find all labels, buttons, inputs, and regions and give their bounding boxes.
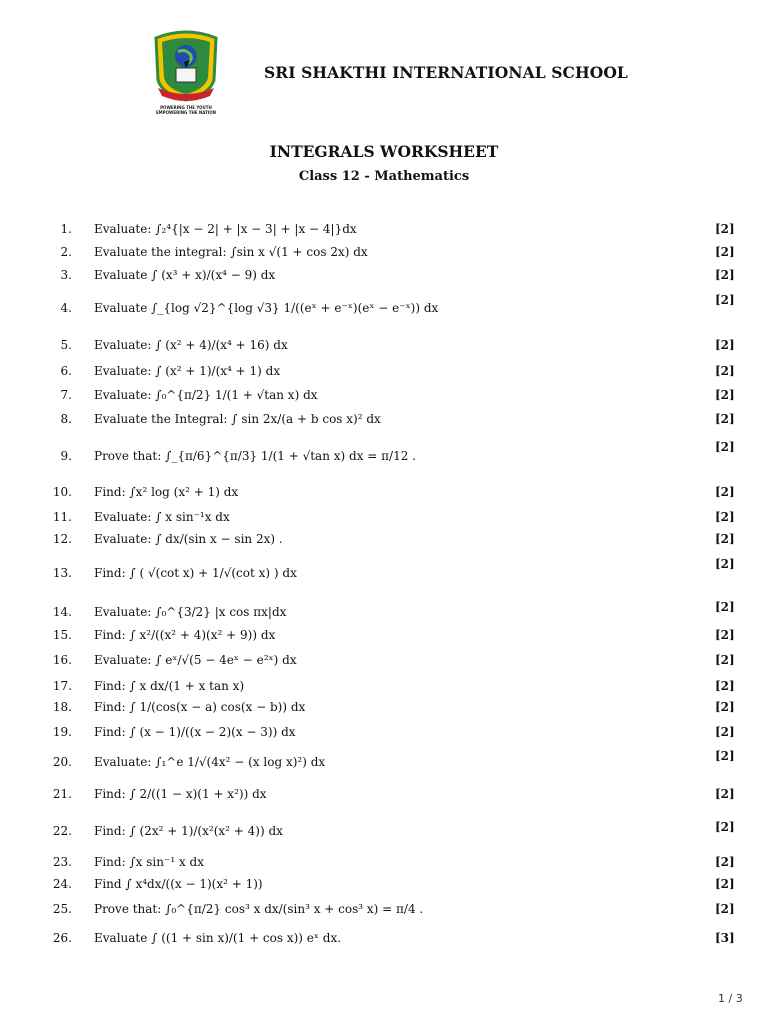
question-text: Find: ∫ x²/((x² + 4)(x² + 9)) dx <box>94 628 276 642</box>
question-item <box>0 900 768 920</box>
question-item <box>0 386 768 406</box>
question-number: 14. <box>52 605 72 619</box>
question-marks: [2] <box>715 222 735 236</box>
question-number: 11. <box>52 510 72 524</box>
question-item <box>0 508 768 528</box>
question-marks: [2] <box>715 338 735 352</box>
question-item <box>0 929 768 949</box>
question-number: 21. <box>52 787 72 801</box>
question-marks: [2] <box>715 787 735 801</box>
question-marks: [2] <box>715 412 735 426</box>
question-item <box>0 220 768 240</box>
question-number: 22. <box>52 824 72 838</box>
question-text: Evaluate the integral: ∫sin x √(1 + cos 2x) dx <box>94 245 368 259</box>
question-number: 6. <box>60 364 72 378</box>
svg-text:EMPOWERING THE NATION: EMPOWERING THE NATION <box>155 110 217 114</box>
question-text: Evaluate: ∫ (x² + 4)/(x⁴ + 16) dx <box>94 338 288 352</box>
question-text: Evaluate: ∫ x sin⁻¹x dx <box>94 510 230 524</box>
question-text: Find: ∫x sin⁻¹ x dx <box>94 855 204 869</box>
question-item <box>0 557 768 584</box>
question-number: 5. <box>60 338 72 352</box>
question-text: Evaluate: ∫ dx/(sin x − sin 2x) . <box>94 532 283 546</box>
question-item <box>0 785 768 805</box>
question-item <box>0 875 768 895</box>
question-item <box>0 723 768 743</box>
question-item <box>0 822 768 842</box>
question-marks: [2] <box>715 725 735 739</box>
question-text: Find: ∫x² log (x² + 1) dx <box>94 485 239 499</box>
question-item <box>0 243 768 263</box>
question-text: Find: ∫ x dx/(1 + x tan x) <box>94 679 245 693</box>
question-number: 4. <box>60 301 72 315</box>
question-text: Prove that: ∫_{π/6}^{π/3} 1/(1 + √tan x) dx = π/12 . <box>94 449 416 463</box>
question-text: Evaluate: ∫₀^{3/2} |x cos πx|dx <box>94 605 287 619</box>
question-number: 12. <box>52 532 72 546</box>
question-number: 19. <box>52 725 72 739</box>
question-item <box>0 440 768 467</box>
question-number: 10. <box>52 485 72 499</box>
question-text: Find: ∫ 1/(cos(x − a) cos(x − b)) dx <box>94 700 306 714</box>
question-item <box>0 600 768 623</box>
school-name: SRI SHAKTHI INTERNATIONAL SCHOOL <box>264 63 628 82</box>
question-item <box>0 853 768 873</box>
question-text: Find: ∫ (2x² + 1)/(x²(x² + 4)) dx <box>94 824 283 838</box>
question-marks: [2] <box>715 440 735 454</box>
shield-emblem-icon <box>150 30 222 114</box>
question-item <box>0 749 768 773</box>
question-marks: [2] <box>715 902 735 916</box>
question-text: Find: ∫ 2/((1 − x)(1 + x²)) dx <box>94 787 267 801</box>
worksheet-subtitle: Class 12 - Mathematics <box>298 169 470 184</box>
question-text: Prove that: ∫₀^{π/2} cos³ x dx/(sin³ x + cos³ x) = π/4 . <box>94 902 424 916</box>
question-marks: [2] <box>715 877 735 891</box>
question-text: Find: ∫ ( √(cot x) + 1/√(cot x) ) dx <box>94 566 297 580</box>
question-number: 17. <box>52 679 72 693</box>
question-marks: [2] <box>715 293 735 307</box>
question-number: 8. <box>60 412 72 426</box>
question-item <box>0 698 768 718</box>
question-text: Evaluate ∫ (x³ + x)/(x⁴ − 9) dx <box>94 268 276 282</box>
question-item <box>0 677 768 697</box>
question-text: Evaluate: ∫ (x² + 1)/(x⁴ + 1) dx <box>94 364 281 378</box>
question-number: 1. <box>60 222 72 236</box>
question-item <box>0 626 768 646</box>
question-marks: [2] <box>715 679 735 693</box>
question-item <box>0 483 768 503</box>
question-text: Evaluate: ∫₂⁴{|x − 2| + |x − 3| + |x − 4|}dx <box>94 222 357 236</box>
question-marks: [2] <box>715 532 735 546</box>
question-number: 3. <box>60 268 72 282</box>
question-text: Find: ∫ (x − 1)/((x − 2)(x − 3)) dx <box>94 725 296 739</box>
question-item <box>0 410 768 430</box>
question-text: Evaluate the Integral: ∫ sin 2x/(a + b cos x)² dx <box>94 412 381 426</box>
question-item <box>0 362 768 382</box>
question-marks: [2] <box>715 855 735 869</box>
question-item <box>0 336 768 356</box>
question-marks: [2] <box>715 600 735 614</box>
question-text: Find ∫ x⁴dx/((x − 1)(x² + 1)) <box>94 877 263 891</box>
question-text: Evaluate: ∫₀^{π/2} 1/(1 + √tan x) dx <box>94 388 318 402</box>
svg-text:POWERING THE YOUTH: POWERING THE YOUTH <box>160 105 212 110</box>
question-item <box>0 530 768 550</box>
question-marks: [2] <box>715 510 735 524</box>
question-marks: [2] <box>715 557 735 571</box>
question-marks: [2] <box>715 820 735 834</box>
question-item <box>0 293 768 319</box>
question-text: Evaluate ∫ ((1 + sin x)/(1 + cos x)) eˣ dx. <box>94 931 342 945</box>
question-number: 23. <box>52 855 72 869</box>
question-marks: [2] <box>715 700 735 714</box>
question-item <box>0 266 768 286</box>
question-number: 9. <box>60 449 72 463</box>
question-marks: [2] <box>715 653 735 667</box>
question-marks: [2] <box>715 268 735 282</box>
question-number: 15. <box>52 628 72 642</box>
question-marks: [2] <box>715 245 735 259</box>
question-marks: [2] <box>715 628 735 642</box>
question-number: 18. <box>52 700 72 714</box>
question-marks: [2] <box>715 749 735 763</box>
question-number: 13. <box>52 566 72 580</box>
school-logo <box>150 30 222 114</box>
page-number: 1 / 3 <box>718 992 743 1005</box>
question-number: 20. <box>52 755 72 769</box>
question-number: 7. <box>60 388 72 402</box>
question-number: 26. <box>52 931 72 945</box>
question-marks: [2] <box>715 364 735 378</box>
question-text: Evaluate ∫_{log √2}^{log √3} 1/((eˣ + e⁻ˣ)(eˣ − e⁻ˣ)) dx <box>94 301 439 315</box>
question-item <box>0 651 768 671</box>
question-text: Evaluate: ∫ eˣ/√(5 − 4eˣ − e²ˣ) dx <box>94 653 297 667</box>
question-number: 24. <box>52 877 72 891</box>
question-number: 16. <box>52 653 72 667</box>
worksheet-title: INTEGRALS WORKSHEET <box>269 142 499 161</box>
question-number: 2. <box>60 245 72 259</box>
question-number: 25. <box>52 902 72 916</box>
question-text: Evaluate: ∫₁^e 1/√(4x² − (x log x)²) dx <box>94 755 326 769</box>
question-marks: [2] <box>715 485 735 499</box>
question-marks: [3] <box>715 931 735 945</box>
question-marks: [2] <box>715 388 735 402</box>
